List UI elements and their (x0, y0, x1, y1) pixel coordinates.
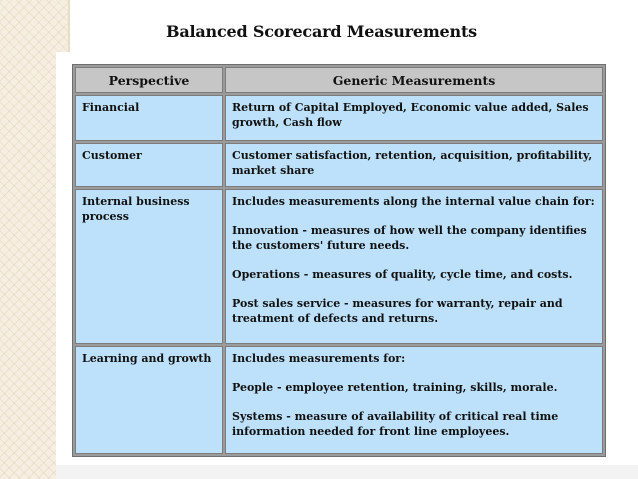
measurement-text: People - employee retention, training, skills, morale. (232, 381, 558, 394)
table-row (75, 346, 603, 454)
measurement-text: Includes measurements along the internal value chain for: (232, 195, 595, 208)
measurement-cell-financial (225, 95, 603, 141)
slide-title: Balanced Scorecard Measurements (166, 22, 477, 41)
header-perspective: Perspective (75, 67, 223, 93)
measurement-text: Systems - measure of availability of critical real time information needed for front line employees. (232, 410, 559, 438)
perspective-cell-customer: Customer (75, 143, 223, 187)
perspective-cell-internal-business-process: Internal business process (75, 189, 223, 344)
perspective-cell-learning-and-growth: Learning and growth (75, 346, 223, 454)
measurement-text: Includes measurements for: (232, 352, 406, 365)
measurement-cell-customer (225, 143, 603, 187)
table-row (75, 143, 603, 187)
table-header-row (75, 67, 603, 93)
perspective-cell-financial: Financial (75, 95, 223, 141)
measurement-text: Return of Capital Employed, Economic value added, Sales growth, Cash flow (232, 101, 589, 129)
scorecard-table (72, 64, 606, 457)
measurement-text: Post sales service - measures for warranty, repair and treatment of defects and returns. (232, 297, 563, 325)
measurement-cell-learning-and-growth (225, 346, 603, 454)
header-generic-measurements: Generic Measurements (225, 67, 603, 93)
measurement-text: Operations - measures of quality, cycle time, and costs. (232, 268, 573, 281)
table-row (75, 189, 603, 344)
measurement-text: Customer satisfaction, retention, acquisition, profitability, market share (232, 149, 593, 177)
table-row (75, 95, 603, 141)
measurement-text: Innovation - measures of how well the company identifies the customers' future needs. (232, 224, 587, 252)
measurement-cell-internal-business-process (225, 189, 603, 344)
bottom-strip (56, 465, 638, 479)
